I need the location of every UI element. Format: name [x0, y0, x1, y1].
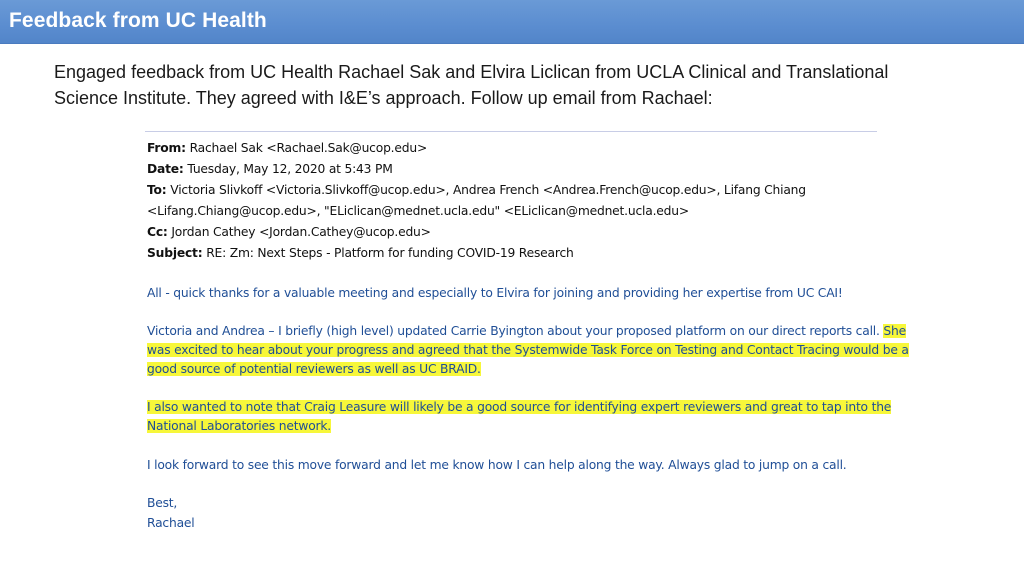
email-signature: Rachael — [147, 516, 195, 530]
email-body-paragraph-3-line-2 — [147, 417, 331, 435]
cc-label: Cc: — [147, 225, 168, 239]
para2-highlighted-text: good source of potential reviewers as well as UC BRAID. — [147, 362, 481, 376]
email-body-paragraph-3-line-1 — [147, 398, 891, 416]
date-label: Date: — [147, 162, 184, 176]
para3-highlighted-text: National Laboratories network. — [147, 419, 332, 433]
intro-paragraph — [54, 59, 984, 111]
to-value: Victoria Slivkoff <Victoria.Slivkoff@ucop.edu>, Andrea French <Andrea.French@ucop.edu>, Lifang Chiang — [170, 183, 806, 197]
email-header-divider — [145, 131, 877, 132]
intro-line: Science Institute. They agreed with I&E’s approach. Follow up email from Rachael: — [54, 88, 713, 108]
para2-highlighted-text: She — [883, 324, 906, 338]
date-value: Tuesday, May 12, 2020 at 5:43 PM — [187, 162, 393, 176]
intro-line: Engaged feedback from UC Health Rachael Sak and Elvira Liclican from UCLA Clinical and Translational — [54, 62, 889, 82]
slide-title-bar — [0, 0, 1024, 44]
subject-label: Subject: — [147, 246, 203, 260]
from-label: From: — [147, 141, 186, 155]
email-body-paragraph-2-line-1 — [147, 322, 906, 340]
email-to-row-continued — [147, 201, 689, 221]
para2-highlighted-text: was excited to hear about your progress and agreed that the Systemwide Task Force on Testing and Contact Tracing would be a — [147, 343, 909, 357]
email-body-paragraph-2-line-2 — [147, 341, 909, 359]
cc-value: Jordan Cathey <Jordan.Cathey@ucop.edu> — [171, 225, 431, 239]
email-cc-row — [147, 222, 431, 242]
email-body-paragraph-2-line-3 — [147, 360, 481, 378]
from-value: Rachael Sak <Rachael.Sak@ucop.edu> — [189, 141, 428, 155]
slide-title: Feedback from UC Health — [9, 9, 267, 32]
email-to-row — [147, 180, 806, 200]
email-signoff: Best, — [147, 496, 178, 510]
email-from-row — [147, 138, 427, 158]
email-body-paragraph-4: I look forward to see this move forward and let me know how I can help along the way. Always glad to jump on a call. — [147, 458, 847, 472]
email-date-row — [147, 159, 393, 179]
email-subject-row — [147, 243, 574, 263]
subject-value: RE: Zm: Next Steps - Platform for funding COVID-19 Research — [206, 246, 574, 260]
para2-plain-text: Victoria and Andrea – I briefly (high level) updated Carrie Byington about your proposed platform on our direct reports call. — [147, 324, 884, 338]
email-body-paragraph-1: All - quick thanks for a valuable meeting and especially to Elvira for joining and providing her expertise from UC CAI! — [147, 286, 843, 300]
para3-highlighted-text: I also wanted to note that Craig Leasure will likely be a good source for identifying expert reviewers and great to tap into the — [147, 400, 892, 414]
to-label: To: — [147, 183, 167, 197]
to-value-continued: <Lifang.Chiang@ucop.edu>, "ELiclican@mednet.ucla.edu" <ELiclican@mednet.ucla.edu> — [147, 204, 689, 218]
